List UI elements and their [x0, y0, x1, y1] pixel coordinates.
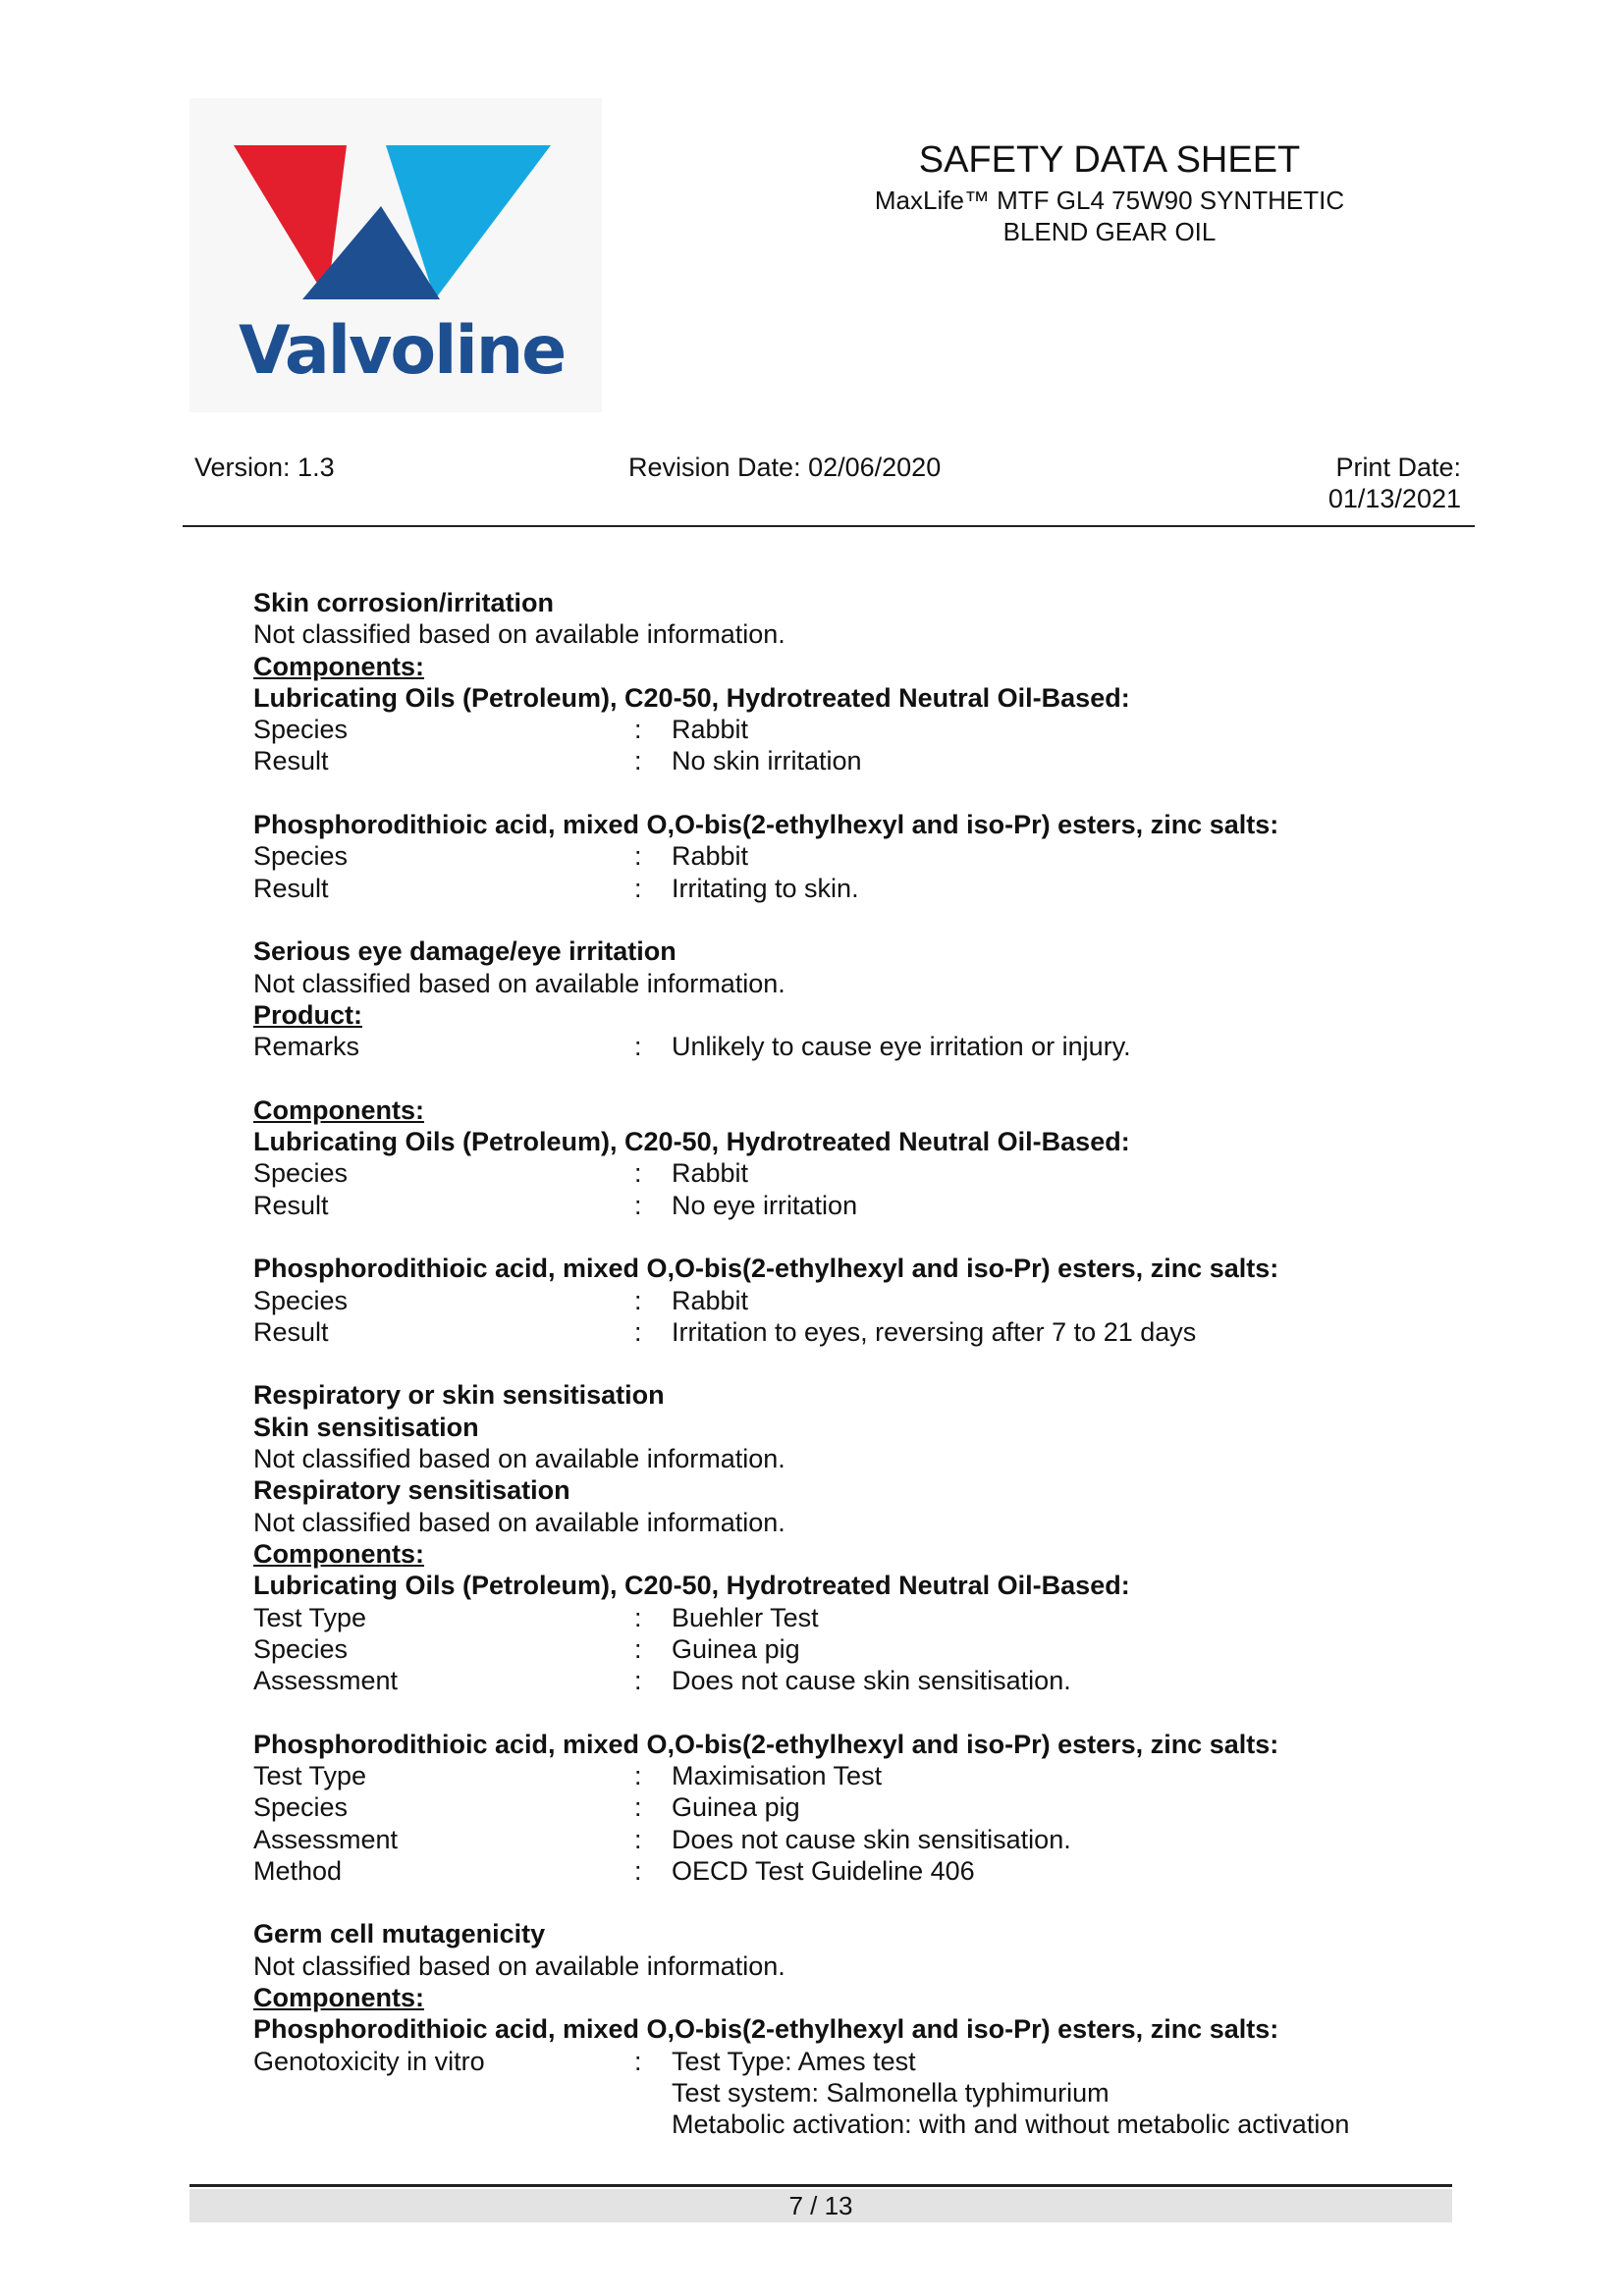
product-label: Product:: [253, 999, 362, 1030]
row-key: Method: [253, 1855, 343, 1886]
product-name-line2: BLEND GEAR OIL: [1002, 217, 1217, 246]
row-key: Result: [253, 873, 329, 903]
component-name: Phosphorodithioic acid, mixed O,O-bis(2-ethylhexyl and iso-Pr) esters, zinc salts:: [253, 2014, 1279, 2045]
data-row: Species : Rabbit: [253, 1285, 1461, 1316]
components-label: Components:: [253, 1095, 424, 1125]
subsection-heading: Skin sensitisation: [253, 1412, 479, 1442]
data-row: Assessment : Does not cause skin sensitisation.: [253, 1824, 1461, 1855]
row-value: Does not cause skin sensitisation.: [672, 1666, 1071, 1696]
section-note: Not classified based on available information.: [253, 1507, 785, 1537]
data-row: Method : OECD Test Guideline 406: [253, 1855, 1461, 1887]
product-name-line1: MaxLife™ MTF GL4 75W90 SYNTHETIC: [874, 186, 1345, 215]
row-key: Result: [253, 1190, 329, 1220]
data-row: Result : Irritating to skin.: [253, 873, 1461, 904]
data-row: Remarks : Unlikely to cause eye irritation or injury.: [253, 1031, 1461, 1062]
row-key: Result: [253, 746, 329, 776]
row-value: Rabbit: [672, 841, 749, 872]
logo-wordmark: Valvoline: [239, 312, 566, 390]
row-value: No skin irritation: [672, 746, 862, 776]
header-divider: [183, 525, 1475, 527]
row-key: Species: [253, 1633, 349, 1664]
version: Version: 1.3: [194, 453, 335, 482]
document-title: SAFETY DATA SHEET: [918, 139, 1301, 181]
components-label: Components:: [253, 651, 424, 681]
row-value: Unlikely to cause eye irritation or injury.: [672, 1032, 1131, 1062]
row-value: Does not cause skin sensitisation.: [672, 1824, 1071, 1854]
print-date-label: Print Date:: [1335, 453, 1461, 482]
component-name: Phosphorodithioic acid, mixed O,O-bis(2-ethylhexyl and iso-Pr) esters, zinc salts:: [253, 810, 1279, 840]
row-value: Rabbit: [672, 715, 749, 745]
data-row: Result : No eye irritation: [253, 1190, 1461, 1221]
data-row: Result : Irritation to eyes, reversing after 7 to 21 days: [253, 1316, 1461, 1348]
row-key: Result: [253, 1316, 329, 1347]
row-value: Rabbit: [672, 1285, 749, 1315]
product-name: [766, 185, 1453, 247]
section-heading: Skin corrosion/irritation: [253, 588, 555, 617]
row-value: OECD Test Guideline 406: [672, 1855, 975, 1886]
subsection-heading: Respiratory sensitisation: [253, 1475, 570, 1506]
data-row: Species : Rabbit: [253, 714, 1461, 745]
row-key: Assessment: [253, 1824, 399, 1854]
row-key: Test Type: [253, 1602, 367, 1632]
component-name: Lubricating Oils (Petroleum), C20-50, Hydrotreated Neutral Oil-Based:: [253, 1127, 1130, 1157]
data-row: Genotoxicity in vitro : Test Type: Ames test: [253, 2046, 1461, 2077]
row-key: Species: [253, 1158, 349, 1189]
data-row: Result : No skin irritation: [253, 745, 1461, 776]
row-value: Metabolic activation: with and without metabolic activation: [672, 2109, 1350, 2140]
row-key: Assessment: [253, 1666, 399, 1696]
data-row: Species : Rabbit: [253, 840, 1461, 872]
row-value: Test system: Salmonella typhimurium: [672, 2077, 1110, 2108]
row-key: Species: [253, 1792, 349, 1823]
print-date-value: 01/13/2021: [1327, 484, 1461, 513]
section-note: Not classified based on available information.: [253, 968, 785, 998]
section-note: Not classified based on available information.: [253, 1444, 785, 1474]
data-row: Test Type : Maximisation Test: [253, 1760, 1461, 1791]
component-name: Phosphorodithioic acid, mixed O,O-bis(2-ethylhexyl and iso-Pr) esters, zinc salts:: [253, 1729, 1279, 1759]
row-key: Species: [253, 715, 349, 745]
valvoline-logo: [189, 98, 602, 412]
page-number: 7 / 13: [189, 2189, 1452, 2222]
component-name: Phosphorodithioic acid, mixed O,O-bis(2-ethylhexyl and iso-Pr) esters, zinc salts:: [253, 1254, 1279, 1284]
data-row: Species : Rabbit: [253, 1157, 1461, 1189]
row-value: Irritating to skin.: [672, 873, 859, 903]
row-value: Test Type: Ames test: [672, 2046, 916, 2076]
revision-date: Revision Date: 02/06/2020: [628, 453, 942, 482]
footer-divider: [189, 2184, 1452, 2187]
row-value: Maximisation Test: [672, 1760, 883, 1790]
section-heading: Serious eye damage/eye irritation: [253, 936, 677, 967]
row-value: Rabbit: [672, 1158, 749, 1189]
row-value: Buehler Test: [672, 1602, 819, 1632]
data-row: Species : Guinea pig: [253, 1633, 1461, 1665]
data-row: Species : Guinea pig: [253, 1791, 1461, 1823]
row-value: No eye irritation: [672, 1190, 858, 1220]
row-value: Irritation to eyes, reversing after 7 to 21 days: [672, 1316, 1197, 1347]
row-key: Species: [253, 841, 349, 872]
row-key: Test Type: [253, 1760, 367, 1790]
components-label: Components:: [253, 1983, 424, 2013]
data-row-continued: [253, 2109, 1461, 2140]
row-value: Guinea pig: [672, 1792, 800, 1823]
section-note: Not classified based on available information.: [253, 1950, 785, 1981]
data-row-continued: [253, 2077, 1461, 2109]
section-heading: Germ cell mutagenicity: [253, 1919, 546, 1949]
section-note: Not classified based on available information.: [253, 619, 785, 650]
document-body: [253, 587, 1461, 2141]
component-name: Lubricating Oils (Petroleum), C20-50, Hydrotreated Neutral Oil-Based:: [253, 682, 1130, 713]
section-heading: Respiratory or skin sensitisation: [253, 1380, 665, 1411]
components-label: Components:: [253, 1538, 424, 1569]
row-key: Genotoxicity in vitro: [253, 2046, 485, 2076]
print-date: [1328, 452, 1461, 514]
component-name: Lubricating Oils (Petroleum), C20-50, Hydrotreated Neutral Oil-Based:: [253, 1571, 1130, 1601]
row-key: Remarks: [253, 1032, 360, 1062]
data-row: Assessment : Does not cause skin sensitisation.: [253, 1665, 1461, 1696]
row-value: Guinea pig: [672, 1633, 800, 1664]
data-row: Test Type : Buehler Test: [253, 1602, 1461, 1633]
row-key: Species: [253, 1285, 349, 1315]
